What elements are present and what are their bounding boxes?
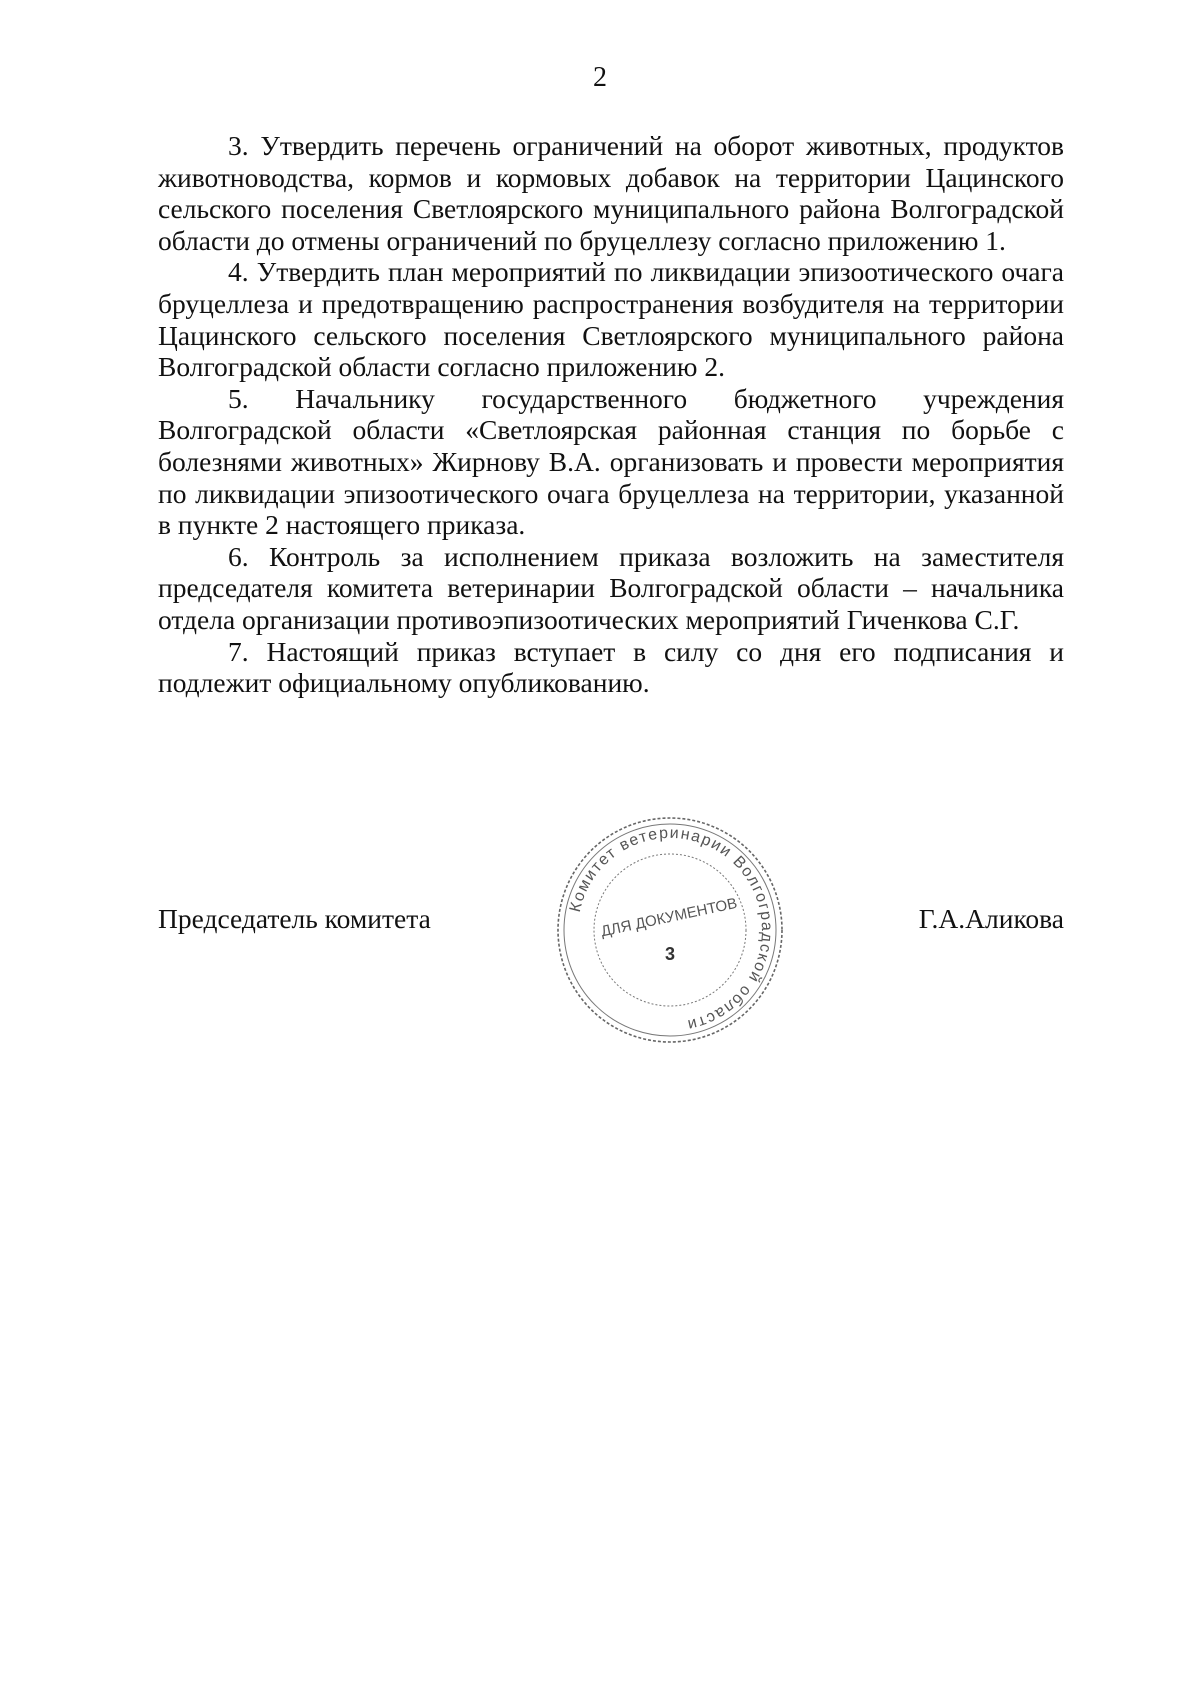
svg-text:Комитет ветеринарии Волгоградс (567, 825, 775, 1034)
paragraph-4: 4. Утвердить план мероприятий по ликвидации эпизоотического очага бруцеллеза и предотвращению распространения возбудителя на территории Цацинского сельского поселения Светлоярского муниципального района Волгоградской области согласно приложению 2. (158, 256, 1064, 383)
signatory-title: Председатель комитета (158, 903, 431, 934)
paragraph-7: 7. Настоящий приказ вступает в силу со дня его подписания и подлежит официальному опубликованию. (158, 635, 1064, 699)
stamp-ring-text: Комитет ветеринарии Волгоградской области (566, 824, 776, 1034)
official-stamp (550, 810, 790, 1050)
document-body (158, 130, 1064, 699)
paragraph-6: 6. Контроль за исполнением приказа возложить на заместителя председателя комитета ветеринарии Волгоградской области – начальника отдела организации противоэпизоотических мероприятий Гиченкова С.Г. (158, 540, 1064, 635)
page-number: 2 (593, 62, 607, 93)
paragraph-5: 5. Начальнику государственного бюджетного учреждения Волгоградской области «Светлоярская районная станция по борьбе с болезнями животных» Жирнову В.А. организовать и провести мероприятия по ликвидации эпизоотического очага бруцеллеза на территории, указанной в пункте 2 настоящего приказа. (158, 382, 1064, 541)
signatory-name: Г.А.Аликова (918, 903, 1064, 934)
stamp-number: 3 (664, 944, 676, 964)
stamp-center-text: ДЛЯ ДОКУМЕНТОВ (599, 894, 739, 941)
paragraph-3: 3. Утвердить перечень ограничений на оборот животных, продуктов животноводства, кормов и кормовых добавок на территории Цацинского сельского поселения Светлоярского муниципального района Волгоградской области до отмены ограничений по бруцеллезу согласно приложению 1. (158, 130, 1064, 256)
